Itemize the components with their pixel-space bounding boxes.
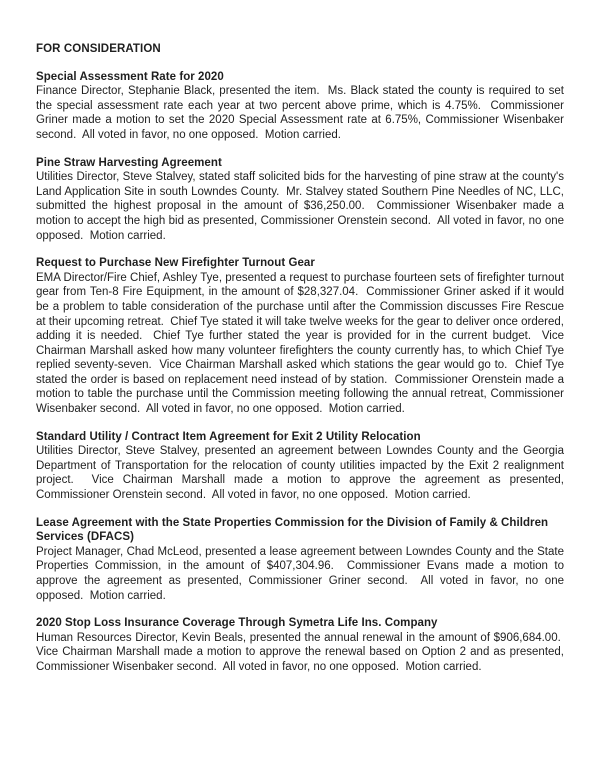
section-title: Special Assessment Rate for 2020 <box>36 70 224 83</box>
section-firefighter-turnout-gear <box>36 256 564 417</box>
section-title: 2020 Stop Loss Insurance Coverage Through Symetra Life Ins. Company <box>36 617 438 630</box>
section-special-assessment-rate <box>36 70 564 143</box>
document-main-heading: FOR CONSIDERATION <box>36 43 161 55</box>
section-body: Finance Director, Stephanie Black, presented the item. Ms. Black stated the county is required to set the special assessment rate each year at two percent above prime, which is 4.75%. Commissioner Griner made a motion to set the 2020 Special Assessment rate at 6.75%, Commissioner Wisenbaker second. All voted in favor, no one opposed. Motion carried. <box>36 85 564 141</box>
section-title: Standard Utility / Contract Item Agreement for Exit 2 Utility Relocation <box>36 430 421 443</box>
section-title: Pine Straw Harvesting Agreement <box>36 156 222 169</box>
section-body: Utilities Director, Steve Stalvey, stated staff solicited bids for the harvesting of pine straw at the county's Land Application Site in south Lowndes County. Mr. Stalvey stated Southern Pine Needles of NC, LLC, submitted the highest proposal in the amount of $36,250.00. Commissioner Wisenbaker made a motion to accept the high bid as presented, Commissioner Orenstein second. All voted in favor, no one opposed. Motion carried. <box>36 171 564 242</box>
section-exit2-utility-relocation <box>36 430 564 503</box>
section-title: Lease Agreement with the State Properties Commission for the Division of Family & Children Services (DFACS) <box>36 516 549 544</box>
section-body: EMA Director/Fire Chief, Ashley Tye, presented a request to purchase fourteen sets of firefighter turnout gear from Ten-8 Fire Equipment, in the amount of $28,327.04. Commissioner Griner asked if it would be a problem to table consideration of the purchase until after the Commission discusses Fire Rescue at their upcoming retreat. Chief Tye stated it will take twelve weeks for the gear to deliver once ordered, adding it is needed. Chief Tye further stated the year is provided for in the current budget. Vice Chairman Marshall asked how many volunteer firefighters the county currently has, to which Chief Tye replied seventy-seven. Vice Chairman Marshall asked which stations the gear would go to. Chief Tye stated the order is based on replacement need instead of by station. Commissioner Orenstein made a motion to table the purchase until the Commission meeting following the annual retreat, Commissioner Wisenbaker second. All voted in favor, no one opposed. Motion carried. <box>36 271 564 416</box>
section-pine-straw-agreement <box>36 156 564 244</box>
section-lease-agreement-dfacs <box>36 516 564 604</box>
section-body: Human Resources Director, Kevin Beals, presented the annual renewal in the amount of $906,684.00. Vice Chairman Marshall made a motion to approve the renewal based on Option 2 and as presented, Commissioner Wisenbaker second. All voted in favor, no one opposed. Motion carried. <box>36 631 564 673</box>
section-body: Project Manager, Chad McLeod, presented a lease agreement between Lowndes County and the State Properties Commission, in the amount of $407,304.96. Commissioner Evans made a motion to approve the agreement as presented, Commissioner Griner second. All voted in favor, no one opposed. Motion carried. <box>36 545 564 602</box>
section-title: Request to Purchase New Firefighter Turnout Gear <box>36 257 315 270</box>
section-stop-loss-insurance <box>36 616 564 674</box>
section-body: Utilities Director, Steve Stalvey, presented an agreement between Lowndes County and the Georgia Department of Transportation for the relocation of county utilities impacted by the Exit 2 realignment project. Vice Chairman Marshall made a motion to approve the agreement as presented, Commissioner Orenstein second. All voted in favor, no one opposed. Motion carried. <box>36 445 564 502</box>
